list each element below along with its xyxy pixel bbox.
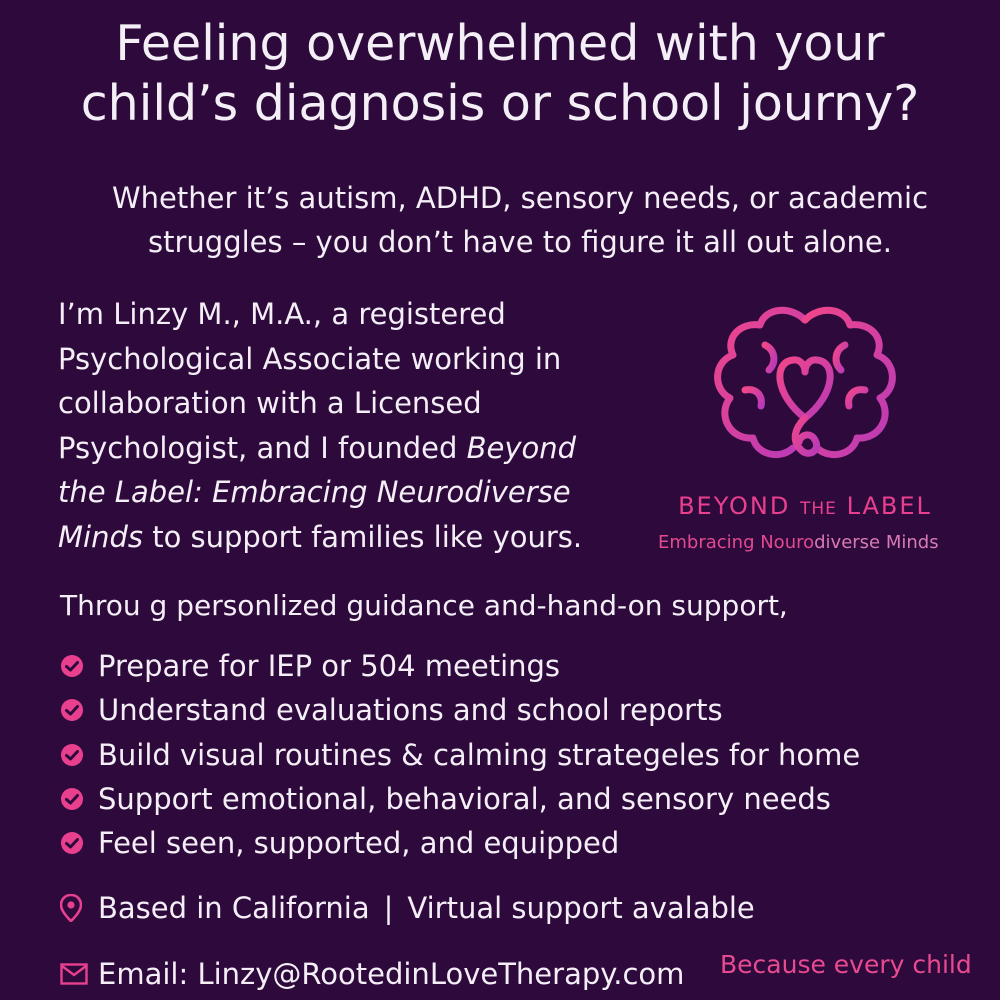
headline bbox=[0, 14, 1000, 134]
benefit-label: Build visual routines & calming strategeles for home bbox=[98, 737, 861, 772]
benefit-label: Support emotional, behavioral, and sensory needs bbox=[98, 782, 831, 817]
brain-heart-icon bbox=[705, 300, 905, 480]
bio-line-4a: Psychologist, and I founded bbox=[58, 430, 467, 465]
brand-logo bbox=[640, 300, 980, 560]
bio-line-4b: Beyond bbox=[466, 430, 577, 465]
check-circle-icon bbox=[60, 831, 84, 855]
location-virtual: Virtual support avalable bbox=[407, 891, 755, 925]
support-lead: Throu g personlized guidance and-hand-on support, bbox=[60, 589, 788, 622]
check-circle-icon bbox=[60, 743, 84, 767]
email-link[interactable]: Email: Linzy@RootedinLoveTherapy.com bbox=[98, 957, 685, 991]
bio-line-6b: to support families like yours. bbox=[142, 519, 583, 554]
bio-line-6a: Minds bbox=[58, 519, 143, 554]
logo-tagline: Embracing Nourodiverse Minds bbox=[658, 532, 939, 553]
benefit-label: Feel seen, supported, and equipped bbox=[98, 826, 620, 861]
bio-line-1: I’m Linzy M., M.A., a registered bbox=[58, 297, 506, 331]
bio-line-5: the Label: Embracing Neurodiverse bbox=[58, 475, 571, 509]
contact-line bbox=[60, 950, 720, 998]
logo-name: BEYOND THE LABEL bbox=[678, 492, 932, 520]
closing-tagline: Because every child bbox=[720, 950, 972, 979]
location-place: Based in California bbox=[98, 891, 370, 925]
bio-line-2: Psychological Associate working in bbox=[58, 341, 562, 376]
list-item bbox=[60, 733, 980, 777]
list-item bbox=[60, 688, 980, 732]
list-item bbox=[60, 777, 980, 821]
headline-line-2: child’s diagnosis or school journy? bbox=[80, 75, 920, 132]
benefits-list bbox=[60, 644, 980, 865]
benefit-label: Prepare for IEP or 504 meetings bbox=[98, 649, 561, 684]
location-separator: | bbox=[383, 891, 394, 925]
intro-text bbox=[40, 176, 1000, 264]
check-circle-icon bbox=[60, 787, 84, 811]
check-circle-icon bbox=[60, 654, 84, 678]
bio-text bbox=[58, 292, 648, 559]
bio-line-3: collaboration with a Licensed bbox=[58, 386, 482, 420]
list-item bbox=[60, 644, 980, 688]
headline-line-1: Feeling overwhelmed with your bbox=[115, 15, 885, 72]
closing-tagline-cutoff bbox=[790, 992, 930, 1000]
intro-line-1: Whether it’s autism, ADHD, sensory needs, or academic bbox=[111, 181, 929, 215]
location-pin-icon bbox=[60, 894, 82, 922]
list-item bbox=[60, 821, 980, 865]
benefit-label: Understand evaluations and school reports bbox=[98, 693, 723, 728]
check-circle-icon bbox=[60, 698, 84, 722]
mail-icon bbox=[60, 963, 88, 985]
location-line bbox=[60, 884, 940, 932]
intro-line-2: struggles – you don’t have to figure it all out alone. bbox=[148, 225, 892, 259]
